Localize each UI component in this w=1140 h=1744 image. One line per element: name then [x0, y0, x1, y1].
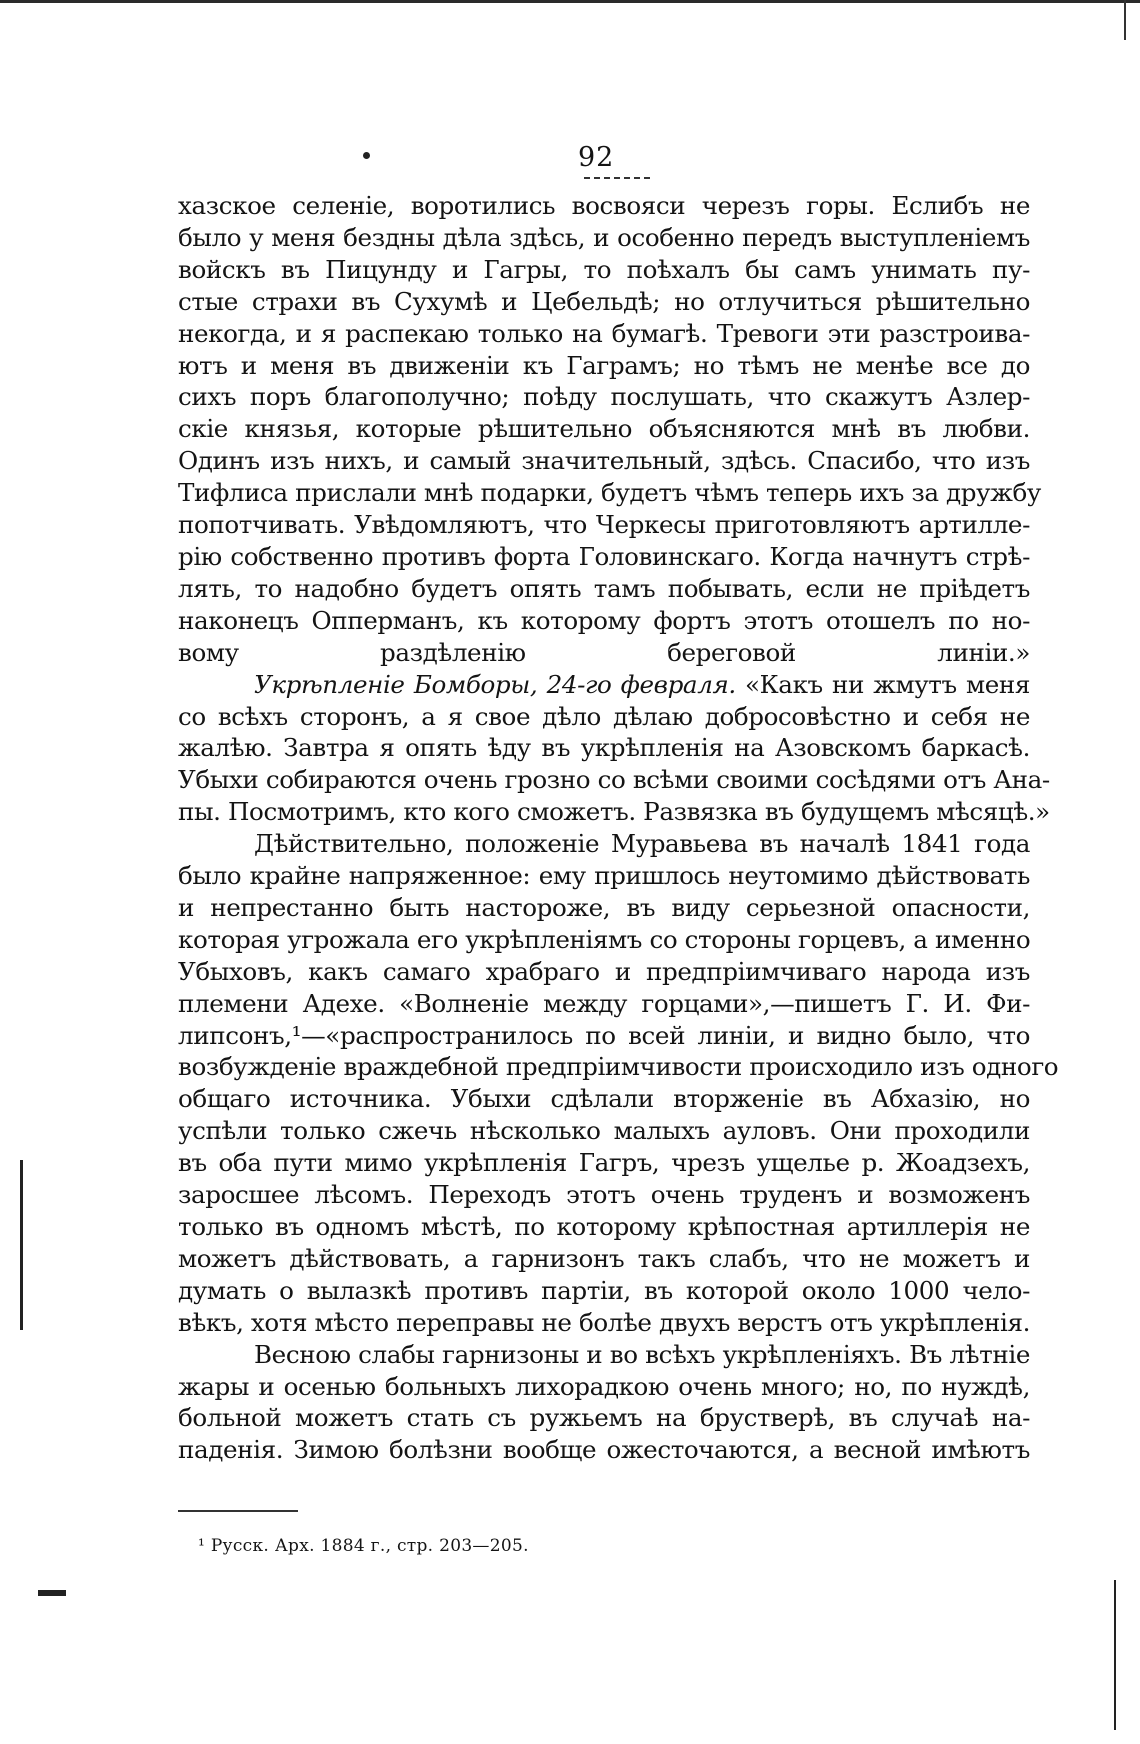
footnote: ¹ Русск. Арх. 1884 г., стр. 203—205.: [198, 1536, 529, 1556]
text-line: было у меня бездны дѣла здѣсь, и особенно передъ выступленіемъ: [178, 222, 1030, 252]
text-line: стые страхи въ Сухумѣ и Цебельдѣ; но отлучиться рѣшительно: [178, 286, 1030, 316]
paragraph: [178, 1339, 1030, 1467]
scan-mark: [1114, 1580, 1116, 1730]
text-line: сихъ поръ благополучно; поѣду послушать, что скажутъ Азлер-: [178, 382, 1030, 412]
paragraph: [178, 828, 1059, 1339]
text-line: заросшее лѣсомъ. Переходъ этотъ очень труденъ и возможенъ: [178, 1180, 1030, 1210]
text-line: паденія. Зимою болѣзни вообще ожесточаются, а весной имѣютъ: [178, 1435, 1030, 1465]
text-line: наконецъ Опперманъ, къ которому фортъ этотъ отошелъ по но-: [178, 605, 1030, 635]
text-line: племени Адехе. «Волненіе между горцами»,—пишетъ Г. И. Фи-: [178, 988, 1030, 1018]
text-line: хазское селеніе, воротились восвояси черезъ горы. Еслибъ не: [178, 191, 1030, 220]
page-dot: [363, 152, 370, 159]
text-line: Одинъ изъ нихъ, и самый значительный, здѣсь. Спасибо, что изъ: [178, 446, 1030, 476]
text-line: которая угрожала его укрѣпленіямъ со стороны горцевъ, а именно: [178, 924, 1031, 954]
text-line: жалѣю. Завтра я опять ѣду въ укрѣпленія на Азовскомъ баркасѣ.: [178, 733, 1030, 763]
scan-edge-right: [1124, 0, 1126, 40]
text-line: Дѣйствительно, положеніе Муравьева въ началѣ 1841 года: [254, 829, 1030, 859]
text-body: [178, 190, 1059, 1466]
text-line: Убыховъ, какъ самаго храбраго и предпріимчиваго народа изъ: [178, 956, 1030, 986]
text-line: ютъ и меня въ движеніи къ Гаграмъ; но тѣмъ не менѣе все до: [178, 350, 1030, 380]
text-line: можетъ дѣйствовать, а гарнизонъ такъ слабъ, что не можетъ и: [178, 1243, 1030, 1273]
text-line: [178, 669, 1030, 701]
scan-mark: [38, 1590, 66, 1596]
text-line: Тифлиса прислали мнѣ подарки, будетъ чѣмъ теперь ихъ за дружбу: [178, 478, 1041, 508]
page-number: 92: [578, 142, 615, 173]
text-line: пы. Посмотримъ, кто кого сможетъ. Развязка въ будущемъ мѣсяцѣ.»: [178, 797, 1050, 827]
scan-mark: [20, 1160, 23, 1330]
text-line: со всѣхъ сторонъ, а я свое дѣло дѣлаю добросовѣстно и себя не: [178, 701, 1030, 731]
text-line-rest: «Какъ ни жмутъ меня: [735, 669, 1031, 699]
text-line: лять, то надобно будетъ опять тамъ побывать, если не пріѣдетъ: [178, 573, 1030, 603]
text-line: успѣли только сжечь нѣсколько малыхъ ауловъ. Они проходили: [178, 1116, 1030, 1146]
text-line: только въ одномъ мѣстѣ, по которому крѣпостная артиллерія не: [178, 1212, 1030, 1241]
text-line: Весною слабы гарнизоны и во всѣхъ укрѣпленіяхъ. Въ лѣтніе: [254, 1339, 1030, 1369]
footnote-rule: [178, 1510, 298, 1512]
text-line: Убыхи собираются очень грозно со всѣми своими сосѣдями отъ Ана-: [178, 765, 1050, 795]
paragraph: [178, 669, 1050, 829]
paragraph: [178, 190, 1041, 669]
text-line: войскъ въ Пицунду и Гагры, то поѣхалъ бы самъ унимать пу-: [178, 254, 1030, 284]
text-line: вѣкъ, хотя мѣсто переправы не болѣе двухъ верстъ отъ укрѣпленія.: [178, 1307, 1031, 1337]
text-line: рію собственно противъ форта Головинскаго. Когда начнутъ стрѣ-: [178, 541, 1030, 571]
text-line: возбужденіе враждебной предпріимчивости происходило изъ одного: [178, 1052, 1059, 1082]
text-line: въ оба пути мимо укрѣпленія Гагръ, чрезъ ущелье р. Жоадзехъ,: [178, 1148, 1030, 1178]
text-line: общаго источника. Убыхи сдѣлали вторженіе въ Абхазію, но: [178, 1084, 1030, 1114]
page-number-rule: [584, 177, 650, 179]
text-line: скіе князья, которые рѣшительно объясняются мнѣ въ любви.: [178, 414, 1030, 444]
text-line: было крайне напряженное: ему пришлось неутомимо дѣйствовать: [178, 861, 1030, 891]
scan-edge-top: [0, 0, 1140, 3]
text-line: вому раздѣленію береговой линіи.»: [178, 637, 1030, 667]
text-line: липсонъ,¹—«распространилось по всей линіи, и видно было, что: [178, 1020, 1030, 1050]
italic-heading: Укрѣпленіе Бомборы, 24-го февраля.: [254, 669, 736, 699]
text-line: больной можетъ стать съ ружьемъ на брустверѣ, въ случаѣ на-: [178, 1403, 1030, 1433]
text-line: думать о вылазкѣ противъ партіи, въ которой около 1000 чело-: [178, 1275, 1030, 1305]
text-line: и непрестанно быть настороже, въ виду серьезной опасности,: [178, 892, 1030, 922]
text-line: попотчивать. Увѣдомляютъ, что Черкесы приготовляютъ артилле-: [178, 510, 1030, 540]
text-line: некогда, и я распекаю только на бумагѣ. Тревоги эти разстроива-: [178, 318, 1030, 348]
text-line: жары и осенью больныхъ лихорадкою очень много; но, по нуждѣ,: [178, 1371, 1030, 1401]
